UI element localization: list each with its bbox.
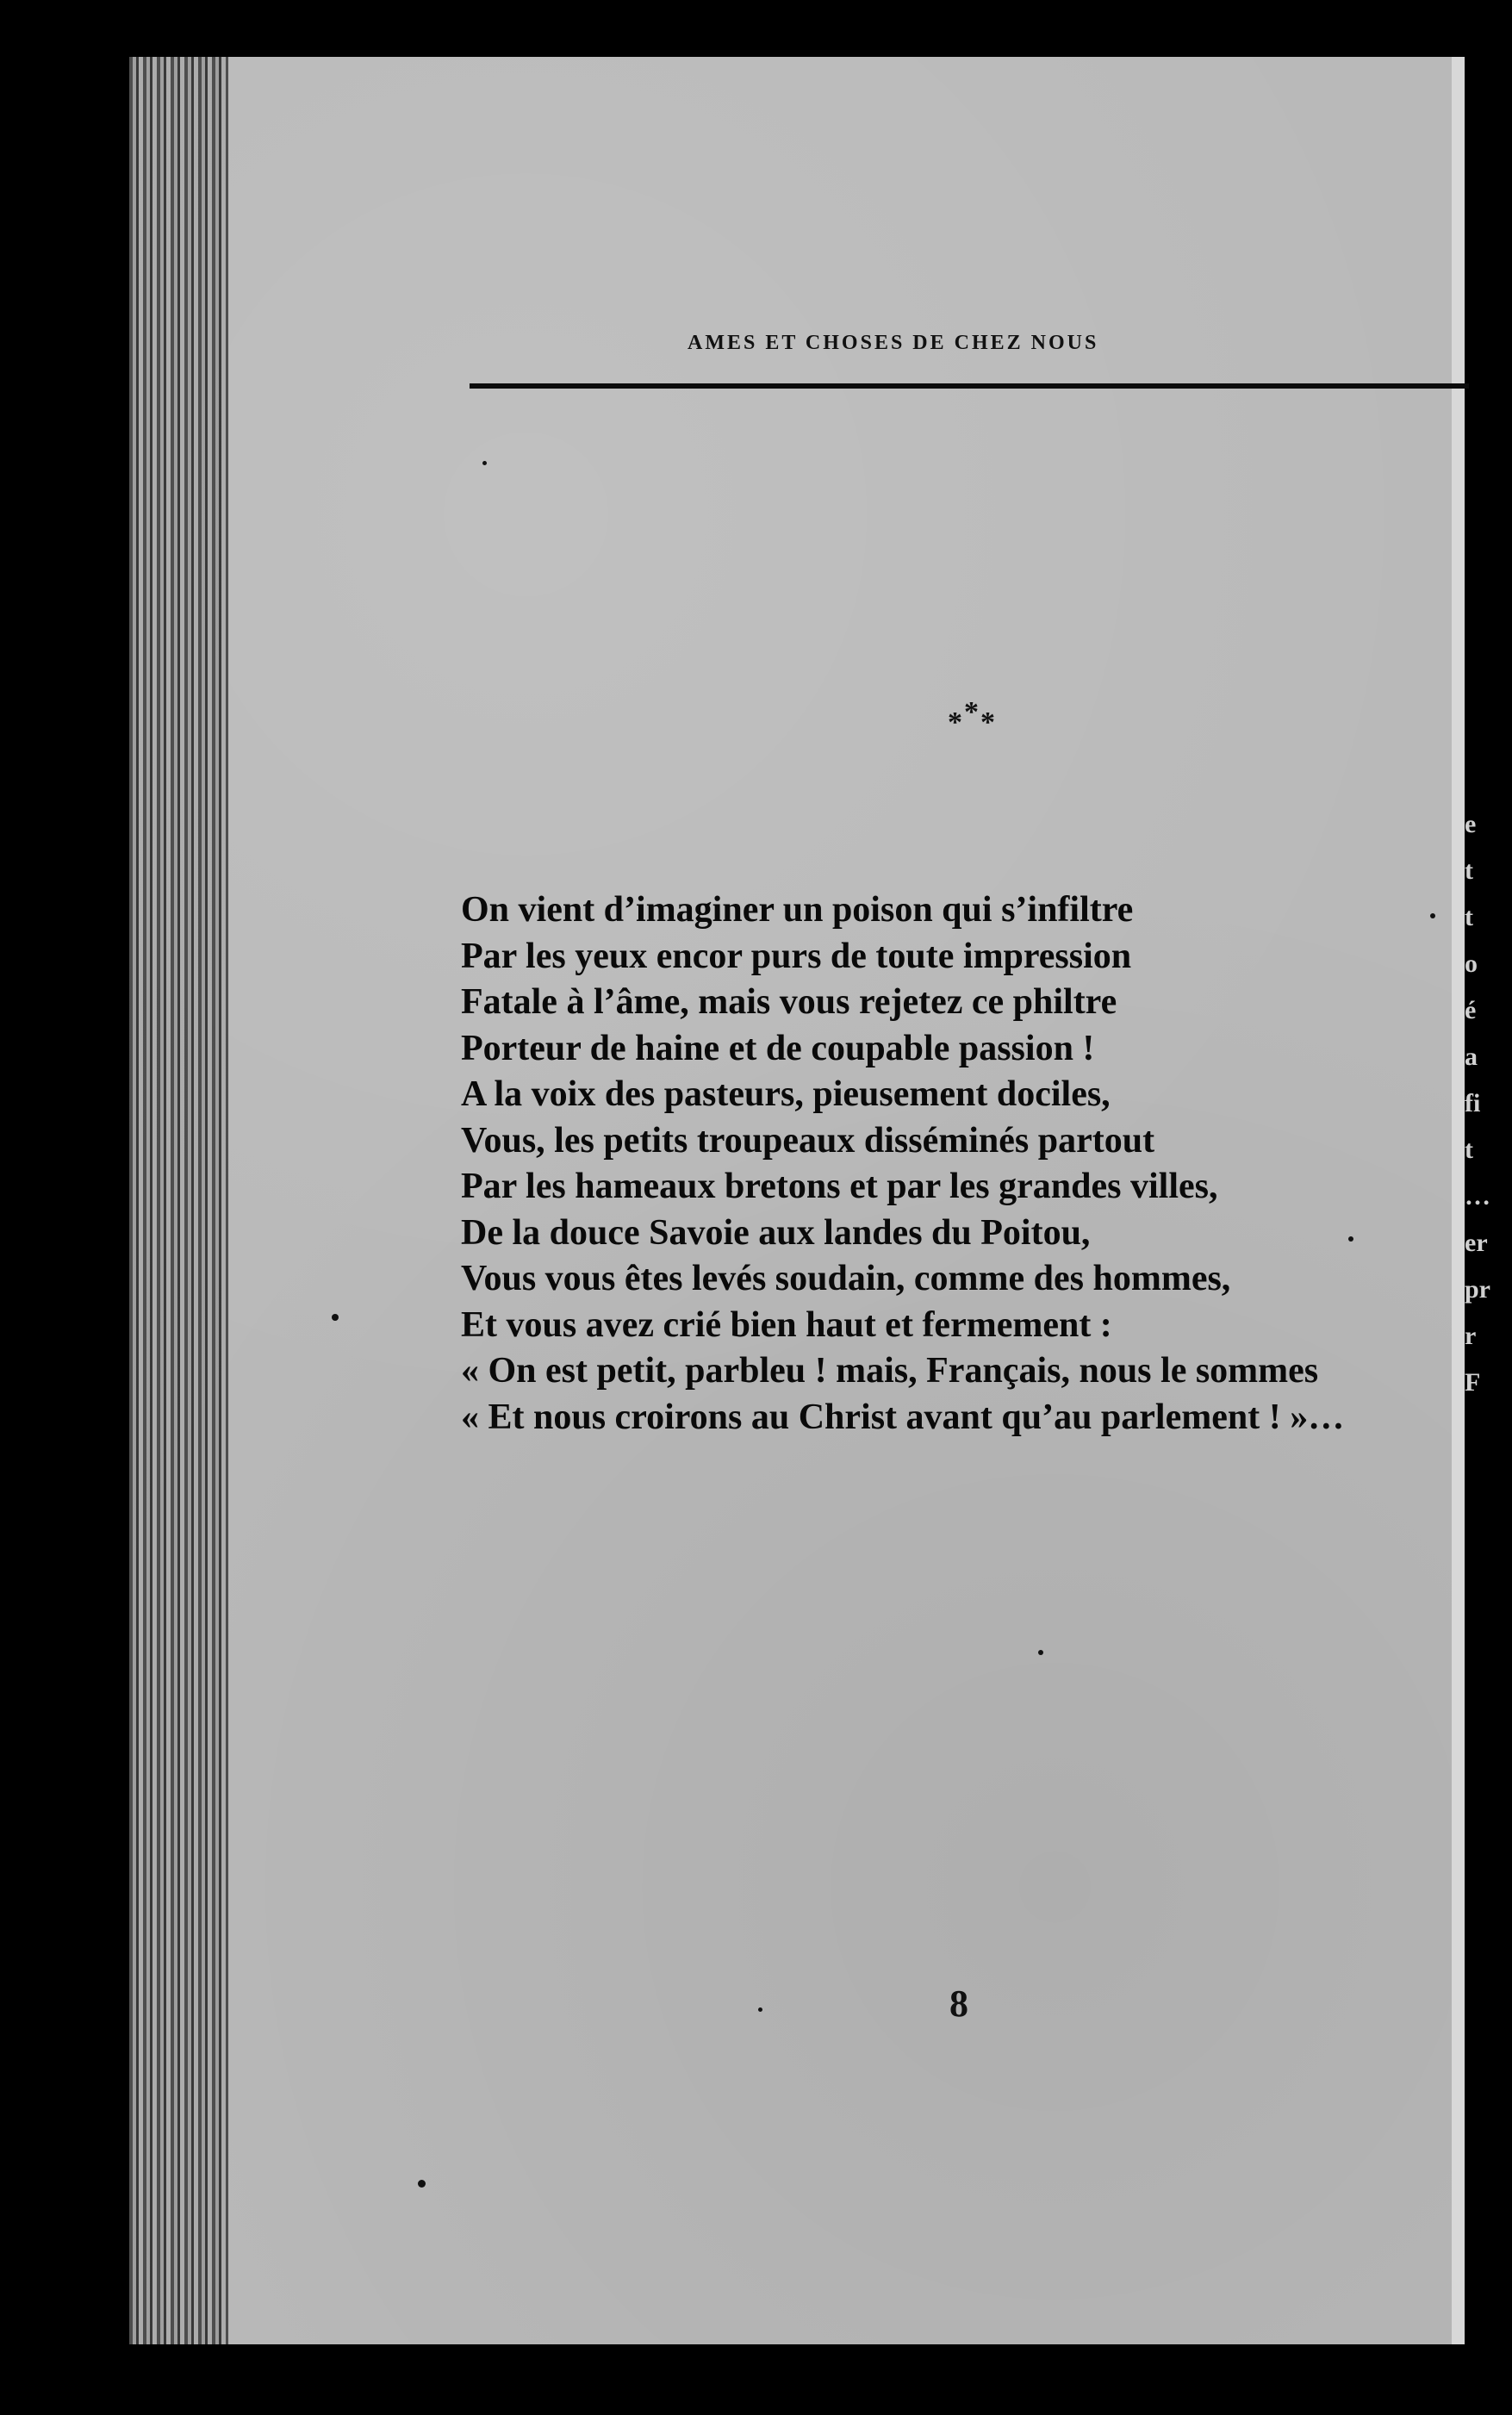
poem-line: Et vous avez crié bien haut et fermement : [461,1304,1112,1345]
scan-speck [1430,913,1435,918]
poem-line: Fatale à l’âme, mais vous rejetez ce philtre [461,982,1117,1022]
section-separator [948,696,997,739]
poem-body [461,887,1478,1441]
adjacent-page-letter: t [1465,856,1473,885]
book-binding-edge [129,57,228,2344]
page-number: 8 [949,1982,968,2025]
poem-line: On vient d’imaginer un poison qui s’infiltre [461,890,1134,930]
separator-star: * [964,696,980,728]
separator-star: * [980,706,997,738]
scan-speck [418,2180,426,2188]
poem-line: « On est petit, parbleu ! mais, Français, nous le sommes [461,1351,1319,1391]
adjacent-page-letter: t [1465,1136,1473,1164]
adjacent-page-letter: e [1465,810,1477,838]
poem-line: De la douce Savoie aux landes du Poitou, [461,1212,1091,1253]
scan-speck [482,461,487,465]
poem-line: Par les yeux encor purs de toute impression [461,936,1132,976]
poem-line: Vous vous êtes levés soudain, comme des hommes, [461,1259,1231,1298]
poem-line: Vous, les petits troupeaux disséminés partout [461,1120,1155,1161]
adjacent-page-letter: é [1465,996,1477,1024]
running-head: AMES ET CHOSES DE CHEZ NOUS [688,332,1099,354]
adjacent-page-letter: a [1465,1043,1478,1071]
adjacent-page-letter: F [1465,1368,1481,1397]
adjacent-page-letter: … [1465,1182,1490,1211]
adjacent-page-letter: er [1465,1229,1488,1257]
adjacent-page-letter: fi [1465,1089,1481,1117]
adjacent-page-letter: pr [1465,1275,1490,1304]
scan-speck [1038,1650,1043,1655]
adjacent-page-letter: o [1465,949,1478,978]
poem-line: « Et nous croirons au Christ avant qu’au parlement ! »… [461,1397,1345,1437]
poem-line: A la voix des pasteurs, pieusement dociles, [461,1074,1111,1114]
poem-line: Par les hameaux bretons et par les grandes villes, [461,1167,1218,1206]
scan-speck [1348,1236,1353,1242]
poem-line: Porteur de haine et de coupable passion ! [461,1028,1095,1068]
separator-star: * [948,706,964,738]
adjacent-page-letter: r [1465,1322,1477,1350]
adjacent-page-letter: t [1465,903,1473,931]
header-rule [470,383,1469,389]
scan-speck [758,2007,762,2012]
scan-speck [332,1314,339,1321]
